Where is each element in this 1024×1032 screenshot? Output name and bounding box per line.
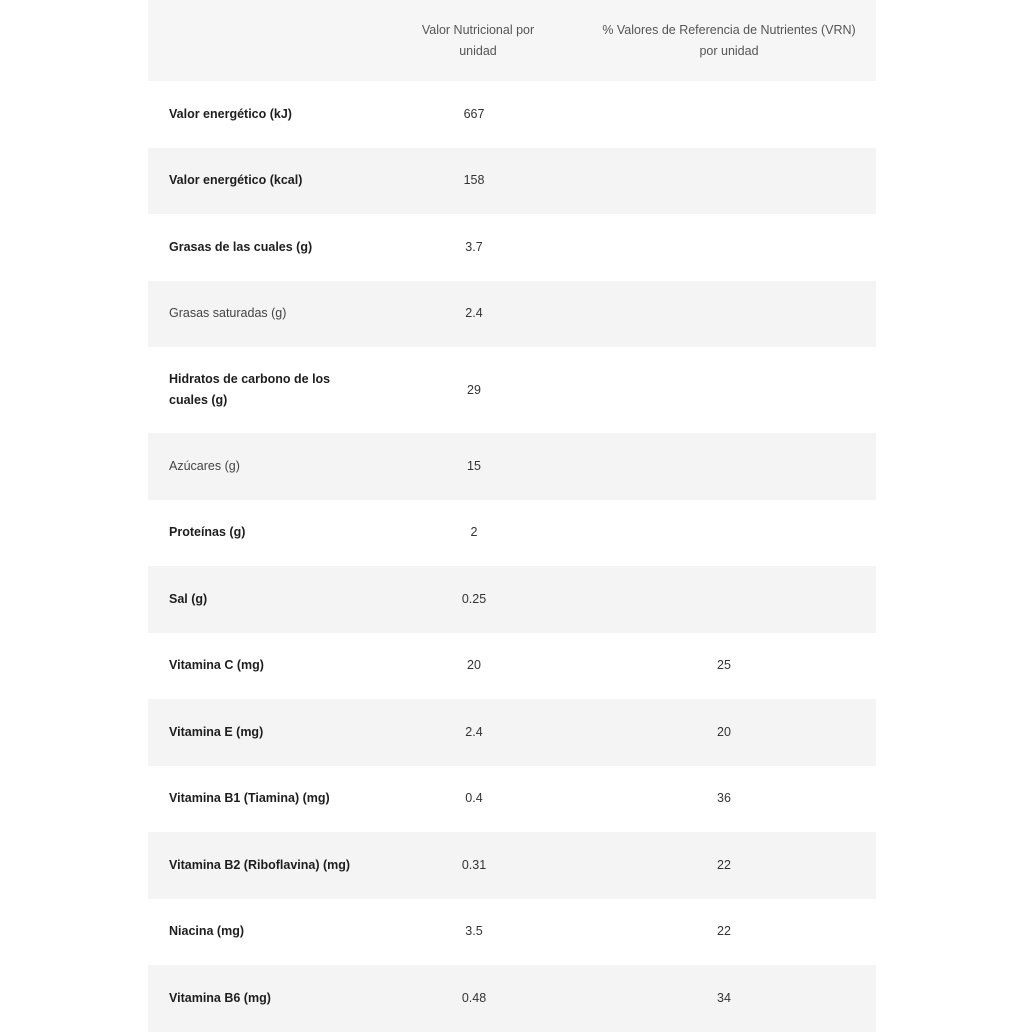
nutrient-label: Grasas saturadas (g) <box>169 306 287 321</box>
table-row <box>148 566 876 633</box>
nutrient-label: Niacina (mg) <box>169 924 245 939</box>
table-row <box>148 965 876 1032</box>
nutrient-value: 158 <box>463 173 485 188</box>
table-row <box>148 500 876 567</box>
nutrient-vrn: 20 <box>717 724 731 739</box>
table-row <box>148 347 876 433</box>
nutrient-vrn: 25 <box>717 658 731 673</box>
nutrient-label-line2: cuales (g) <box>169 393 228 407</box>
header-vrn-line1: % Valores de Referencia de Nutrientes (VRN) <box>602 22 856 37</box>
nutrient-label: Valor energético (kcal) <box>169 173 303 188</box>
header-vrn <box>572 20 876 62</box>
nutrient-label: Vitamina B2 (Riboflavina) (mg) <box>169 857 351 872</box>
nutrient-vrn: 22 <box>717 857 731 872</box>
table-row <box>148 699 876 766</box>
nutrient-label: Vitamina B1 (Tiamina) (mg) <box>169 791 330 806</box>
nutrient-value: 0.31 <box>461 857 487 872</box>
header-value-line1: Valor Nutricional por <box>421 22 535 37</box>
header-value-line2: unidad <box>459 43 497 58</box>
table-header <box>148 0 876 81</box>
nutrient-value: 0.25 <box>461 591 487 606</box>
nutrient-label: Grasas de las cuales (g) <box>169 239 313 254</box>
nutrient-value: 0.4 <box>465 791 483 806</box>
nutrient-vrn: 34 <box>717 990 731 1005</box>
nutrient-label-line1: Hidratos de carbono de los <box>169 372 331 386</box>
nutrient-value: 29 <box>467 382 481 397</box>
nutrient-value: 0.48 <box>461 990 487 1005</box>
nutrient-label: Valor energético (kJ) <box>169 106 292 121</box>
table-row <box>148 148 876 215</box>
header-vrn-line2: por unidad <box>699 43 759 58</box>
nutrient-label: Vitamina E (mg) <box>169 724 264 739</box>
nutrient-value: 20 <box>467 658 481 673</box>
table-row <box>148 433 876 500</box>
nutrition-table <box>148 0 876 1032</box>
nutrient-label <box>148 369 376 411</box>
nutrient-value: 3.5 <box>465 924 483 939</box>
nutrient-value: 2.4 <box>465 306 483 321</box>
nutrient-vrn: 36 <box>717 791 731 806</box>
nutrient-value: 2.4 <box>465 724 483 739</box>
nutrient-vrn: 22 <box>717 924 731 939</box>
table-row <box>148 281 876 348</box>
table-row <box>148 633 876 700</box>
nutrient-value: 2 <box>470 525 478 540</box>
table-row <box>148 214 876 281</box>
nutrient-value: 3.7 <box>465 239 483 254</box>
table-row <box>148 899 876 966</box>
nutrient-label: Proteínas (g) <box>169 525 246 540</box>
nutrient-label: Vitamina B6 (mg) <box>169 990 271 1005</box>
nutrient-value: 15 <box>467 458 481 473</box>
nutrient-label: Sal (g) <box>169 591 208 606</box>
table-row <box>148 766 876 833</box>
nutrient-label: Azúcares (g) <box>169 458 240 473</box>
nutrient-value: 667 <box>463 106 485 121</box>
table-row <box>148 81 876 148</box>
nutrient-label: Vitamina C (mg) <box>169 658 264 673</box>
table-row <box>148 832 876 899</box>
header-value-per-unit <box>376 20 572 62</box>
